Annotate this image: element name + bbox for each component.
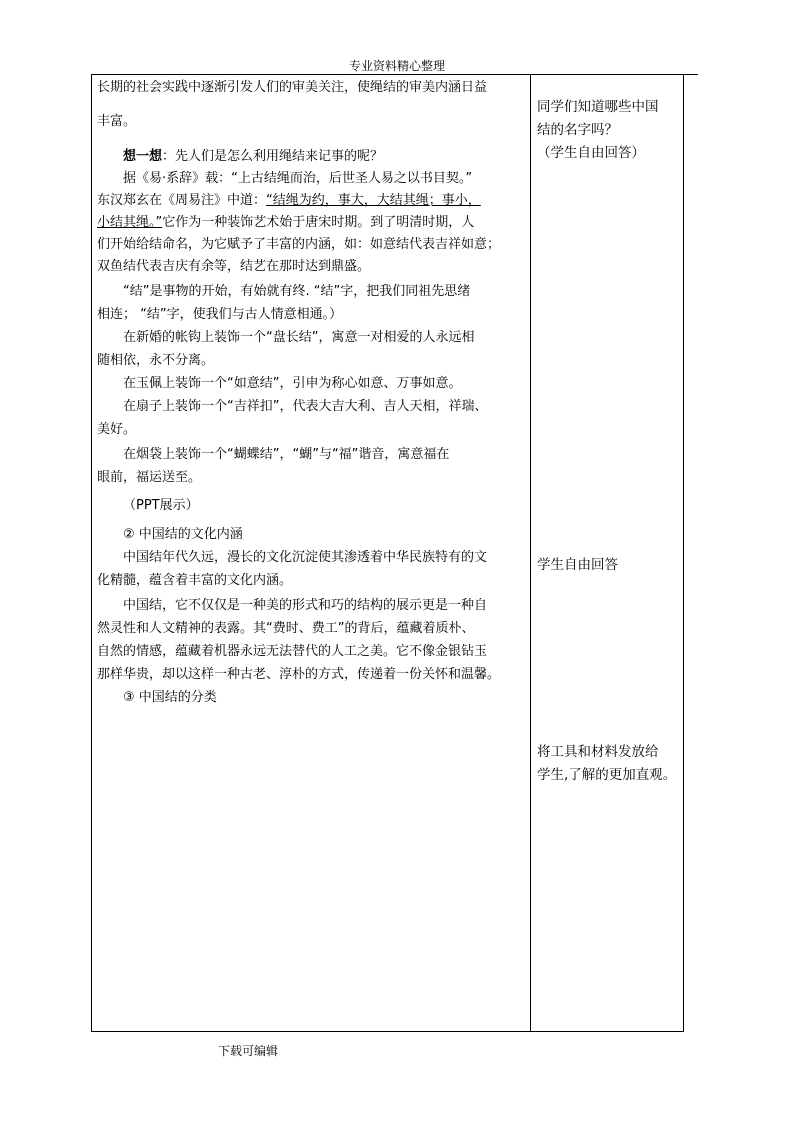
- paragraph-1-cont: 丰富。: [97, 114, 137, 129]
- note-1-line1: 同学们知道哪些中国: [537, 99, 659, 115]
- paragraph-7-cont: 美好。: [97, 422, 137, 437]
- paragraph-1: 长期的社会实践中逐渐引发人们的审美关注，使绳结的审美内涵日益: [97, 80, 488, 95]
- paragraph-3-line4: 们开始给结命名，为它赋予了丰富的内涵，如：如意结代表吉祥如意；: [97, 237, 501, 252]
- right-note-3: [537, 741, 682, 787]
- think-question: 想一想：先人们是怎么利用绳结来记事的呢？: [123, 149, 384, 164]
- section-2-heading: ② 中国结的文化内涵: [123, 527, 243, 542]
- paragraph-10-line2: 然灵性和人文精神的表露。其“费时、费工”的背后，蕴藏着质朴、: [97, 621, 475, 636]
- paragraph-3-line2: 东汉郑玄在《周易注》中道：“结绳为约，事大，大结其绳；事小，: [97, 193, 481, 208]
- note-3-line1: 将工具和材料发放给: [537, 744, 659, 760]
- column-divider: [530, 74, 531, 1032]
- right-note-1: [537, 96, 682, 165]
- note-1-line2: 结的名字吗？: [537, 122, 618, 138]
- paragraph-5: 在新婚的帐钩上装饰一个“盘长结”，寓意一对相爱的人永远相: [123, 330, 475, 345]
- paragraph-3-line3: 小结其绳。”它作为一种装饰艺术始于唐宋时期。到了明清时期，人: [97, 215, 475, 230]
- paragraph-7: 在扇子上装饰一个“吉祥扣”，代表大吉大利、吉人天相，祥瑞、: [123, 399, 488, 414]
- right-note-2: [537, 554, 682, 577]
- paragraph-4-cont: 相连； “结”字，使我们与古人情意相通。）: [97, 307, 343, 322]
- paragraph-8-cont: 眼前，福运送至。: [97, 470, 202, 485]
- ppt-note: （PPT展示）: [123, 498, 199, 513]
- paragraph-10-line4: 那样华贵，却以这样一种古老、淳朴的方式，传递着一份关怀和温馨。: [97, 667, 501, 682]
- paragraph-9: 中国结年代久远，漫长的文化沉淀使其渗透着中华民族特有的文: [123, 550, 488, 565]
- note-1-line3: （学生自由回答）: [537, 145, 645, 161]
- paragraph-4: “结”是事物的开始，有始就有终. “结”字，把我们同祖先思绪: [123, 284, 471, 299]
- section-3-heading: ③ 中国结的分类: [123, 690, 217, 705]
- left-column: [97, 76, 525, 709]
- page-header: 专业资料精心整理: [348, 59, 445, 73]
- paragraph-10-line3: 自然的情感，蕴藏着机器永远无法替代的人工之美。它不像金银钻玉: [97, 644, 488, 659]
- paragraph-6: 在玉佩上装饰一个“如意结”，引申为称心如意、万事如意。: [123, 376, 462, 391]
- paragraph-8: 在烟袋上装饰一个“蝴蝶结”，“蝴”与“福”谐音，寓意福在: [123, 447, 450, 462]
- paragraph-5-cont: 随相依，永不分离。: [97, 353, 215, 368]
- paragraph-3-line5: 双鱼结代表吉庆有余等，结艺在那时达到鼎盛。: [97, 259, 371, 274]
- page-footer: 下载可编辑: [218, 1044, 279, 1058]
- note-2-line1: 学生自由回答: [537, 557, 618, 573]
- note-3-line2: 学生,了解的更加直观。: [537, 767, 677, 783]
- paragraph-9-cont: 化精髓，蕴含着丰富的文化内涵。: [97, 573, 293, 588]
- paragraph-10: 中国结，它不仅仅是一种美的形式和巧的结构的展示更是一种自: [123, 598, 488, 613]
- paragraph-3: 据《易·系辞》载：“上古结绳而治，后世圣人易之以书目契。”: [123, 171, 473, 186]
